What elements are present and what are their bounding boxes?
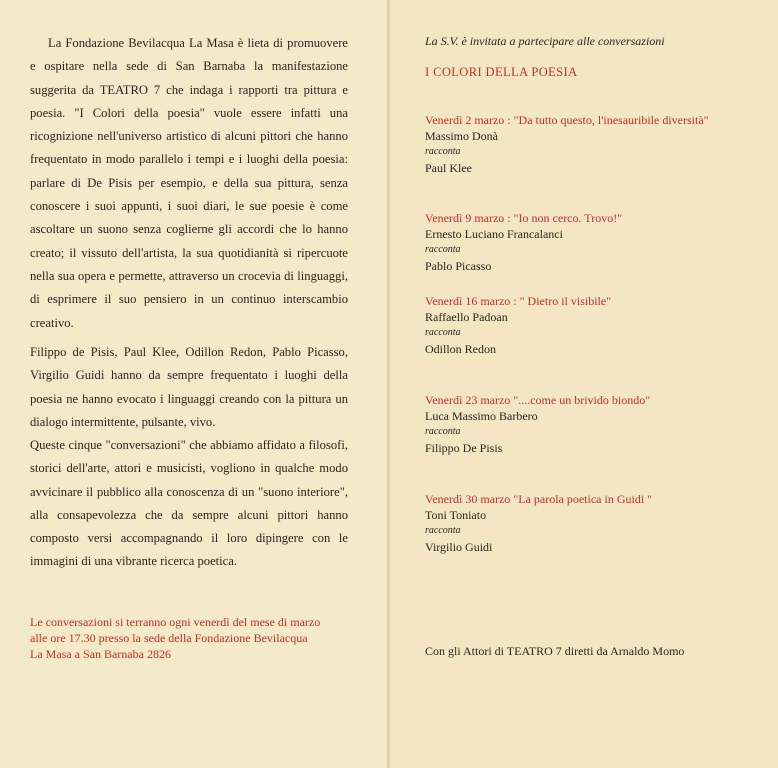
schedule-note (30, 614, 360, 662)
event-painter: Virgilio Guidi (425, 540, 493, 554)
event-title: "Io non cerco. Trovo!" (513, 211, 623, 225)
event-title: " Dietro il visibile" (519, 294, 612, 308)
conversations-paragraph: Queste cinque "conversazioni" che abbiamo affidato a filosofi, storici dell'arte, attori e musicisti, vogliono in qualche modo avvicinare il pubblico alla conoscenza di un "suono interiore", alla consapevolezza che da sempre alcuni pittori hanno composto versi accompagnando il loro dipingere con le immagini di una vibrante ricerca poetica. (30, 438, 348, 569)
event-painter: Odillon Redon (425, 342, 496, 356)
event-painter: Filippo De Pisis (425, 441, 503, 455)
event-entry (425, 491, 770, 555)
intro-paragraph: La Fondazione Bevilacqua La Masa è lieta di promuovere e ospitare nella sede di San Barnaba la manifestazione suggerita da TEATRO 7 che indaga i rapporti tra pittura e poesia. "I Colori della poesia" vuole essere infatti una ricognizione nell'universo artistico di alcuni pittori che hanno frequentato in modo parallelo i tempi e i luoghi della poesia: parlare di De Pisis per esempio, e della sua pittura, senza conoscere i suoi appunti, i suoi diari, le sue poesie è come ascoltare un suono senza coglierne gli accordi che lo hanno creato; il vissuto dell'artista, la sua quotidianità si ripercuote nella sua opera e permette, attraverso un crocevia di linguaggi, di esprimere il suo pensiero in un continuo interscambio creativo. (30, 36, 348, 330)
event-date: Venerdì 30 marzo (425, 492, 514, 506)
event-heading (425, 491, 770, 507)
schedule-line-2: alle ore 17.30 presso la sede della Fondazione Bevilacqua (30, 631, 308, 645)
event-verb: racconta (425, 327, 461, 338)
event-speaker: Massimo Donà (425, 129, 498, 143)
event-verb: racconta (425, 525, 461, 536)
event-heading (425, 112, 770, 128)
schedule-line-1: Le conversazioni si terranno ogni venerdì del mese di marzo (30, 615, 321, 629)
painters-paragraph: Filippo de Pisis, Paul Klee, Odillon Redon, Pablo Picasso, Virgilio Guidi hanno da sempre frequentato i luoghi della poesia ne hanno evocato i linguaggi creando con la pittura un dialogo intermittente, pulsante, vivo. (30, 345, 348, 429)
event-speaker: Luca Massimo Barbero (425, 409, 538, 423)
right-page (390, 0, 778, 768)
event-entry (425, 293, 770, 357)
left-page (0, 0, 388, 768)
event-verb: racconta (425, 426, 461, 437)
event-heading (425, 210, 770, 226)
event-title: "La parola poetica in Guidi " (513, 492, 653, 506)
event-entry (425, 392, 770, 456)
invitation-line: La S.V. è invitata a partecipare alle conversazioni (425, 34, 665, 48)
series-title: I COLORI DELLA POESIA (425, 65, 578, 79)
closing-credit: Con gli Attori di TEATRO 7 diretti da Arnaldo Momo (425, 644, 685, 658)
event-entry (425, 210, 770, 274)
event-heading (425, 293, 770, 309)
event-heading (425, 392, 770, 408)
event-date: Venerdì 2 marzo : (425, 113, 514, 127)
event-date: Venerdì 23 marzo (425, 393, 514, 407)
event-verb: racconta (425, 244, 461, 255)
event-painter: Pablo Picasso (425, 259, 492, 273)
event-verb: racconta (425, 146, 461, 157)
event-speaker: Raffaello Padoan (425, 310, 508, 324)
event-entry (425, 112, 770, 176)
event-date: Venerdì 16 marzo : (425, 294, 520, 308)
schedule-line-3: La Masa a San Barnaba 2826 (30, 647, 171, 661)
event-title: "Da tutto questo, l'inesauribile diversità" (513, 113, 709, 127)
event-date: Venerdì 9 marzo : (425, 211, 514, 225)
event-painter: Paul Klee (425, 161, 472, 175)
event-title: "....come un brivido biondo" (513, 393, 651, 407)
event-speaker: Ernesto Luciano Francalanci (425, 227, 563, 241)
event-speaker: Toni Toniato (425, 508, 487, 522)
